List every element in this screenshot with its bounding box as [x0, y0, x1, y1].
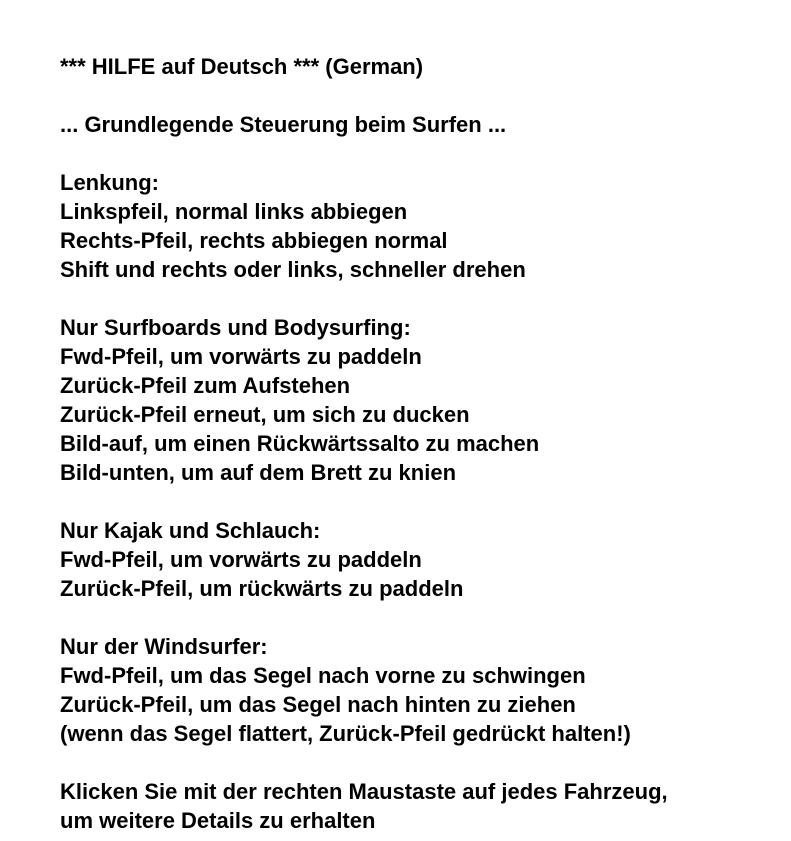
footer-line-1: Klicken Sie mit der rechten Maustaste auf jedes Fahrzeug,	[60, 779, 668, 804]
blank-line	[60, 139, 780, 168]
blank-line	[60, 748, 780, 777]
kayak-line-2: Zurück-Pfeil, um rückwärts zu paddeln	[60, 576, 464, 601]
section-heading-surfboards: Nur Surfboards und Bodysurfing:	[60, 315, 411, 340]
section-heading-kayak: Nur Kajak und Schlauch:	[60, 518, 321, 543]
section-steering	[60, 168, 780, 284]
section-heading-steering: Lenkung:	[60, 170, 159, 195]
windsurfer-line-2: Zurück-Pfeil, um das Segel nach hinten zu ziehen	[60, 692, 576, 717]
blank-line	[60, 603, 780, 632]
kayak-line-1: Fwd-Pfeil, um vorwärts zu paddeln	[60, 547, 422, 572]
section-windsurfer	[60, 632, 780, 748]
surfboards-line-4: Bild-auf, um einen Rückwärtssalto zu machen	[60, 431, 540, 456]
section-kayak	[60, 516, 780, 603]
help-title: *** HILFE auf Deutsch *** (German)	[60, 54, 424, 79]
surfboards-line-5: Bild-unten, um auf dem Brett zu knien	[60, 460, 457, 485]
footer-line-2: um weitere Details zu erhalten	[60, 808, 376, 833]
help-subtitle: ... Grundlegende Steuerung beim Surfen ...	[60, 112, 507, 137]
blank-line	[60, 284, 780, 313]
steering-line-2: Rechts-Pfeil, rechts abbiegen normal	[60, 228, 448, 253]
section-footer	[60, 777, 780, 835]
surfboards-line-1: Fwd-Pfeil, um vorwärts zu paddeln	[60, 344, 422, 369]
steering-line-3: Shift und rechts oder links, schneller drehen	[60, 257, 526, 282]
section-heading-windsurfer: Nur der Windsurfer:	[60, 634, 268, 659]
blank-line	[60, 487, 780, 516]
steering-line-1: Linkspfeil, normal links abbiegen	[60, 199, 408, 224]
windsurfer-line-3: (wenn das Segel flattert, Zurück-Pfeil gedrückt halten!)	[60, 721, 631, 746]
section-surfboards	[60, 313, 780, 487]
surfboards-line-3: Zurück-Pfeil erneut, um sich zu ducken	[60, 402, 470, 427]
blank-line	[60, 81, 780, 110]
surfboards-line-2: Zurück-Pfeil zum Aufstehen	[60, 373, 351, 398]
windsurfer-line-1: Fwd-Pfeil, um das Segel nach vorne zu schwingen	[60, 663, 586, 688]
help-text-block	[60, 52, 780, 835]
